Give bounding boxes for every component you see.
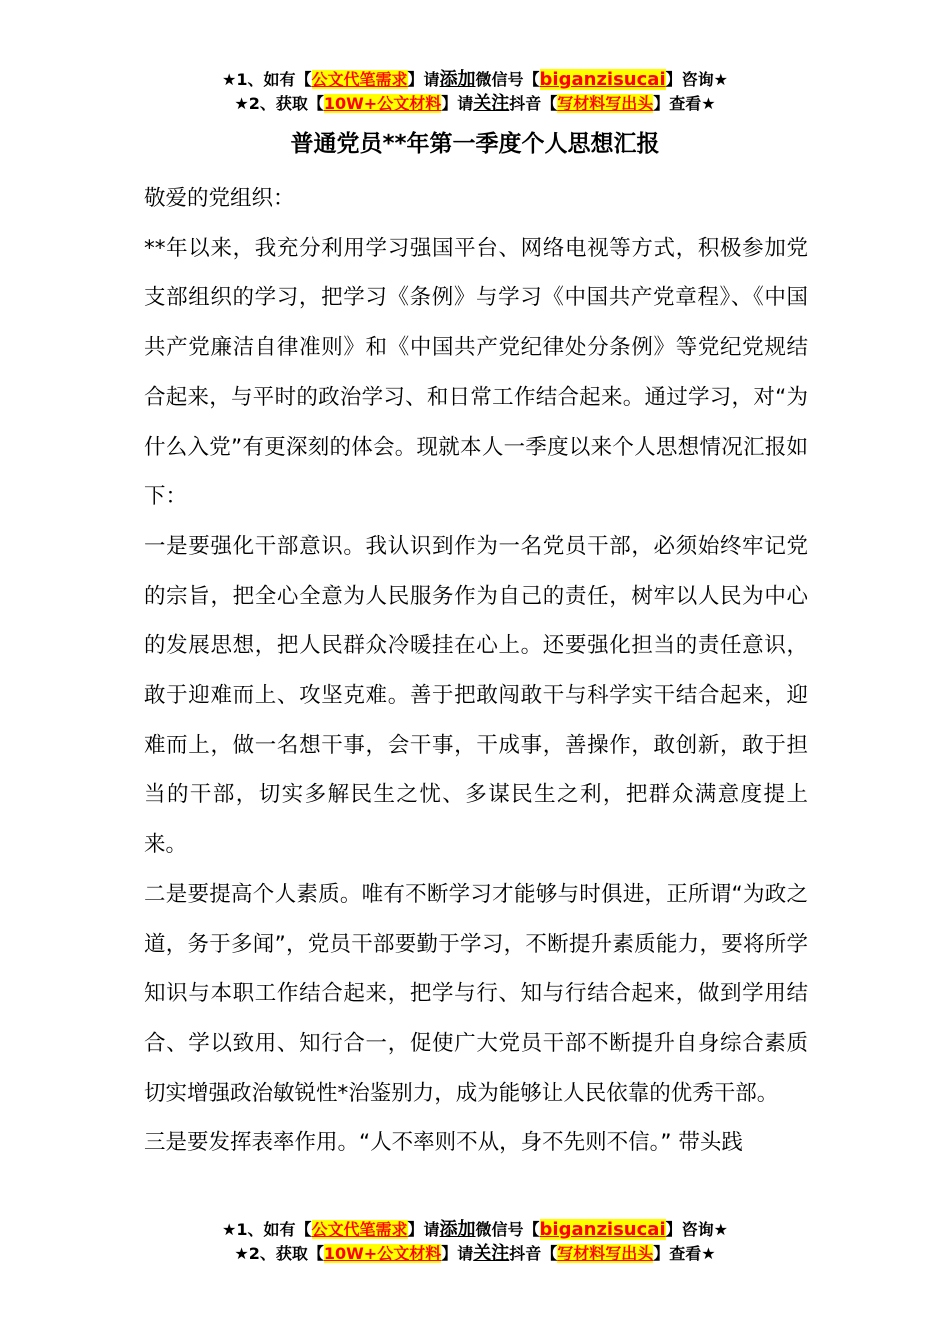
promo-footer-bottom [0, 1218, 950, 1266]
promo-line-1 [0, 1218, 950, 1242]
promo-text: 】请 [441, 94, 474, 113]
promo-highlight-douyin: 写材料写出头 [557, 94, 654, 113]
promo-text: 】咨询★ [665, 1220, 728, 1239]
promo-text: 】查看★ [653, 94, 716, 113]
promo-underline-follow: 关注 [473, 93, 510, 114]
salutation: 敬爱的党组织： [144, 186, 295, 211]
promo-line-1 [0, 68, 950, 92]
promo-line-2 [0, 1242, 950, 1266]
promo-highlight-service: 公文代笔需求 [311, 1220, 408, 1239]
promo-highlight-service: 公文代笔需求 [311, 70, 408, 89]
promo-text: ★1、如有【 [222, 70, 312, 89]
promo-line-2 [0, 92, 950, 116]
promo-highlight-douyin: 写材料写出头 [557, 1244, 654, 1263]
promo-text: ★1、如有【 [222, 1220, 312, 1239]
promo-underline-add: 添加 [439, 69, 476, 90]
document-body [144, 174, 808, 1168]
promo-text: 】查看★ [653, 1244, 716, 1263]
promo-header-top [0, 68, 950, 116]
promo-text: 】请 [407, 70, 440, 89]
promo-text: 】请 [407, 1220, 440, 1239]
promo-text: 】咨询★ [665, 70, 728, 89]
promo-text: 】请 [441, 1244, 474, 1263]
document-title: 普通党员**年第一季度个人思想汇报 [290, 131, 660, 157]
promo-text: 抖音【 [509, 94, 558, 113]
promo-highlight-materials: 10W+公文材料 [323, 94, 442, 113]
promo-text: 抖音【 [509, 1244, 558, 1263]
promo-highlight-materials: 10W+公文材料 [323, 1244, 442, 1263]
paragraph-point-2: 二是要提高个人素质。唯有不断学习才能够与时俱进，正所谓“为政之道，务于多闻”，党员干部要勤于学习，不断提升素质能力，要将所学知识与本职工作结合起来，把学与行、知与行结合起来，做到学用结合、学以致用、知行合一，促使广大党员干部不断提升自身综合素质切实增强政治敏锐性*治鉴别力，成为能够让人民依靠的优秀干部。 [144, 881, 808, 1106]
paragraph-point-3: 三是要发挥表率作用。“人不率则不从，身不先则不信。” 带头践 [144, 1130, 743, 1156]
promo-underline-follow: 关注 [473, 1243, 510, 1264]
promo-text: ★2、获取【 [234, 94, 324, 113]
promo-text: ★2、获取【 [234, 1244, 324, 1263]
promo-text: 微信号【 [475, 70, 540, 89]
paragraph-point-1: 一是要强化干部意识。我认识到作为一名党员干部，必须始终牢记党的宗旨，把全心全意为人民服务作为自己的责任，树牢以人民为中心的发展思想，把人民群众冷暖挂在心上。还要强化担当的责任意识，敢于迎难而上、攻坚克难。善于把敢闯敢干与科学实干结合起来，迎难而上，做一名想干事，会干事，干成事，善操作，敢创新，敢于担当的干部，切实多解民生之忧、多谋民生之利，把群众满意度提上来。 [144, 533, 808, 858]
promo-highlight-wechat-id: biganzisucai [539, 1219, 666, 1240]
paragraph-intro: **年以来，我充分利用学习强国平台、网络电视等方式，积极参加党支部组织的学习，把学习《条例》与学习《中国共产党章程》、《中国共产党廉洁自律准则》和《中国共产党纪律处分条例》等党纪党规结合起来，与平时的政治学习、和日常工作结合起来。通过学习，对“为什么入党”有更深刻的体会。现就本人一季度以来个人思想情况汇报如下： [144, 235, 808, 510]
promo-underline-add: 添加 [439, 1219, 476, 1240]
promo-text: 微信号【 [475, 1220, 540, 1239]
promo-highlight-wechat-id: biganzisucai [539, 69, 666, 90]
